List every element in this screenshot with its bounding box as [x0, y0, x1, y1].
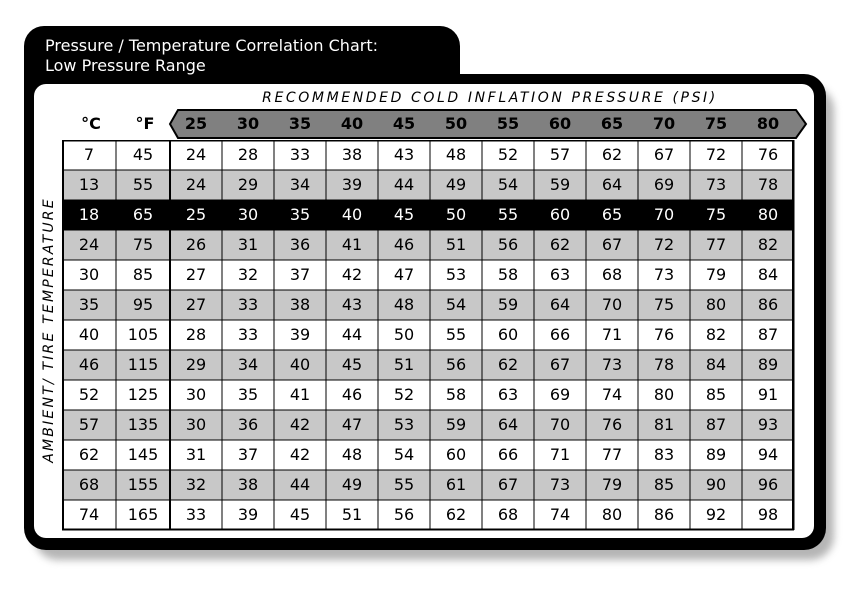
pressure-column-header: 80 [756, 114, 780, 133]
pressure-value-cell: 56 [393, 505, 415, 524]
pressure-column-header: 70 [652, 114, 676, 133]
pressure-value-cell: 80 [757, 205, 779, 224]
pressure-value-cell: 55 [393, 475, 415, 494]
pressure-value-cell: 84 [705, 355, 727, 374]
pressure-value-cell: 67 [653, 145, 675, 164]
pressure-value-cell: 51 [445, 235, 467, 254]
pressure-value-cell: 41 [341, 235, 363, 254]
pressure-value-cell: 54 [497, 175, 519, 194]
pressure-axis-label: RECOMMENDED COLD INFLATION PRESSURE (PSI) [262, 90, 718, 106]
pressure-value-cell: 86 [757, 295, 779, 314]
pressure-value-cell: 89 [757, 355, 779, 374]
celsius-unit-header: °C [81, 114, 101, 133]
celsius-cell: 40 [78, 325, 100, 344]
pressure-value-cell: 62 [497, 355, 519, 374]
pressure-value-cell: 46 [341, 385, 363, 404]
pressure-value-cell: 56 [445, 355, 467, 374]
pressure-value-cell: 60 [445, 445, 467, 464]
pressure-value-cell: 33 [289, 145, 311, 164]
fahrenheit-cell: 115 [127, 355, 159, 374]
pressure-value-cell: 41 [289, 385, 311, 404]
pressure-value-cell: 98 [757, 505, 779, 524]
pressure-value-cell: 49 [445, 175, 467, 194]
pressure-value-cell: 27 [185, 265, 207, 284]
pressure-value-cell: 94 [757, 445, 779, 464]
pressure-value-cell: 80 [705, 295, 727, 314]
pressure-value-cell: 85 [705, 385, 727, 404]
pressure-value-cell: 58 [445, 385, 467, 404]
pressure-value-cell: 87 [705, 415, 727, 434]
pressure-value-cell: 52 [393, 385, 415, 404]
pressure-value-cell: 43 [341, 295, 363, 314]
pressure-value-cell: 28 [185, 325, 207, 344]
celsius-cell: 68 [78, 475, 100, 494]
pressure-value-cell: 31 [237, 235, 259, 254]
pressure-value-cell: 82 [757, 235, 779, 254]
pressure-value-cell: 77 [705, 235, 727, 254]
pressure-value-cell: 79 [705, 265, 727, 284]
fahrenheit-cell: 55 [132, 175, 154, 194]
pressure-column-header: 25 [184, 114, 208, 133]
fahrenheit-cell: 145 [127, 445, 159, 464]
pressure-value-cell: 51 [341, 505, 363, 524]
pressure-value-cell: 39 [341, 175, 363, 194]
pressure-value-cell: 61 [445, 475, 467, 494]
pressure-value-cell: 48 [393, 295, 415, 314]
pressure-value-cell: 96 [757, 475, 779, 494]
pressure-value-cell: 38 [341, 145, 363, 164]
pressure-value-cell: 55 [497, 205, 519, 224]
pressure-value-cell: 58 [497, 265, 519, 284]
pressure-value-cell: 80 [653, 385, 675, 404]
pressure-value-cell: 40 [289, 355, 311, 374]
pressure-column-header: 55 [496, 114, 520, 133]
pressure-value-cell: 33 [237, 295, 259, 314]
pressure-value-cell: 60 [497, 325, 519, 344]
pressure-value-cell: 73 [601, 355, 623, 374]
pressure-value-cell: 82 [705, 325, 727, 344]
pressure-value-cell: 40 [341, 205, 363, 224]
pressure-value-cell: 68 [497, 505, 519, 524]
pressure-value-cell: 59 [445, 415, 467, 434]
pressure-value-cell: 49 [341, 475, 363, 494]
celsius-cell: 13 [78, 175, 100, 194]
pressure-value-cell: 63 [497, 385, 519, 404]
temperature-axis-label: AMBIENT/ TIRE TEMPERATURE [41, 197, 57, 463]
pressure-value-cell: 64 [549, 295, 571, 314]
pressure-value-cell: 36 [237, 415, 259, 434]
pressure-value-cell: 35 [289, 205, 311, 224]
pressure-value-cell: 93 [757, 415, 779, 434]
celsius-cell: 35 [78, 295, 100, 314]
pressure-value-cell: 83 [653, 445, 675, 464]
pressure-value-cell: 28 [237, 145, 259, 164]
pressure-value-cell: 74 [549, 505, 571, 524]
pressure-value-cell: 73 [705, 175, 727, 194]
pressure-value-cell: 48 [341, 445, 363, 464]
pressure-value-cell: 33 [237, 325, 259, 344]
pressure-value-cell: 32 [237, 265, 259, 284]
pressure-value-cell: 47 [341, 415, 363, 434]
pressure-value-cell: 67 [497, 475, 519, 494]
pressure-value-cell: 36 [289, 235, 311, 254]
pressure-value-cell: 59 [549, 175, 571, 194]
pressure-value-cell: 70 [549, 415, 571, 434]
pressure-value-cell: 30 [185, 415, 207, 434]
pressure-value-cell: 81 [653, 415, 675, 434]
pressure-column-header: 50 [444, 114, 468, 133]
pressure-value-cell: 90 [705, 475, 727, 494]
pressure-value-cell: 89 [705, 445, 727, 464]
pressure-value-cell: 67 [601, 235, 623, 254]
pressure-value-cell: 53 [393, 415, 415, 434]
pressure-value-cell: 69 [653, 175, 675, 194]
pressure-value-cell: 56 [497, 235, 519, 254]
pressure-value-cell: 66 [497, 445, 519, 464]
pressure-value-cell: 27 [185, 295, 207, 314]
pressure-value-cell: 76 [653, 325, 675, 344]
pressure-value-cell: 84 [757, 265, 779, 284]
pressure-value-cell: 29 [237, 175, 259, 194]
pressure-value-cell: 53 [445, 265, 467, 284]
pressure-value-cell: 72 [653, 235, 675, 254]
pressure-value-cell: 45 [393, 205, 415, 224]
pressure-value-cell: 34 [237, 355, 259, 374]
pressure-value-cell: 47 [393, 265, 415, 284]
celsius-cell: 52 [78, 385, 100, 404]
pressure-value-cell: 62 [601, 145, 623, 164]
pressure-value-cell: 35 [237, 385, 259, 404]
pressure-value-cell: 25 [185, 205, 207, 224]
pressure-value-cell: 85 [653, 475, 675, 494]
fahrenheit-unit-header: °F [135, 114, 155, 133]
pressure-value-cell: 70 [601, 295, 623, 314]
pressure-value-cell: 68 [601, 265, 623, 284]
pressure-value-cell: 64 [497, 415, 519, 434]
pressure-value-cell: 39 [237, 505, 259, 524]
pressure-value-cell: 62 [549, 235, 571, 254]
fahrenheit-cell: 65 [132, 205, 154, 224]
pressure-value-cell: 87 [757, 325, 779, 344]
fahrenheit-cell: 45 [132, 145, 154, 164]
pressure-value-cell: 45 [289, 505, 311, 524]
chart-title-line-2: Low Pressure Range [45, 56, 206, 75]
pressure-value-cell: 62 [445, 505, 467, 524]
pressure-value-cell: 42 [289, 415, 311, 434]
pressure-value-cell: 64 [601, 175, 623, 194]
fahrenheit-cell: 75 [132, 235, 154, 254]
pressure-column-header: 35 [288, 114, 312, 133]
pressure-value-cell: 31 [185, 445, 207, 464]
pressure-value-cell: 34 [289, 175, 311, 194]
pressure-value-cell: 71 [601, 325, 623, 344]
pressure-value-cell: 71 [549, 445, 571, 464]
celsius-cell: 74 [78, 505, 100, 524]
pressure-value-cell: 55 [445, 325, 467, 344]
fahrenheit-cell: 165 [127, 505, 159, 524]
pressure-value-cell: 30 [237, 205, 259, 224]
pressure-value-cell: 65 [601, 205, 623, 224]
pressure-column-header: 30 [236, 114, 260, 133]
pressure-value-cell: 37 [237, 445, 259, 464]
pressure-column-header: 60 [548, 114, 572, 133]
pressure-value-cell: 60 [549, 205, 571, 224]
pressure-value-cell: 26 [185, 235, 207, 254]
fahrenheit-cell: 155 [127, 475, 159, 494]
pressure-value-cell: 38 [237, 475, 259, 494]
pressure-value-cell: 37 [289, 265, 311, 284]
pressure-value-cell: 57 [549, 145, 571, 164]
pressure-value-cell: 50 [445, 205, 467, 224]
pressure-value-cell: 44 [289, 475, 311, 494]
pressure-value-cell: 63 [549, 265, 571, 284]
pressure-value-cell: 44 [341, 325, 363, 344]
pressure-value-cell: 75 [653, 295, 675, 314]
chart-title-line-1: Pressure / Temperature Correlation Chart: [45, 36, 378, 55]
pressure-value-cell: 69 [549, 385, 571, 404]
pressure-value-cell: 91 [757, 385, 779, 404]
celsius-cell: 7 [83, 145, 95, 164]
pressure-value-cell: 44 [393, 175, 415, 194]
pressure-value-cell: 33 [185, 505, 207, 524]
fahrenheit-cell: 85 [132, 265, 154, 284]
pressure-value-cell: 59 [497, 295, 519, 314]
pressure-column-header: 45 [392, 114, 416, 133]
pressure-value-cell: 45 [341, 355, 363, 374]
pressure-value-cell: 39 [289, 325, 311, 344]
fahrenheit-cell: 125 [127, 385, 159, 404]
pressure-value-cell: 43 [393, 145, 415, 164]
pressure-value-cell: 29 [185, 355, 207, 374]
pressure-column-header: 40 [340, 114, 364, 133]
celsius-cell: 46 [78, 355, 100, 374]
pressure-value-cell: 73 [549, 475, 571, 494]
pressure-value-cell: 70 [653, 205, 675, 224]
pressure-value-cell: 76 [757, 145, 779, 164]
pressure-value-cell: 86 [653, 505, 675, 524]
celsius-cell: 57 [78, 415, 100, 434]
pressure-value-cell: 30 [185, 385, 207, 404]
pressure-value-cell: 77 [601, 445, 623, 464]
pressure-value-cell: 42 [341, 265, 363, 284]
pressure-value-cell: 24 [185, 175, 207, 194]
pressure-value-cell: 76 [601, 415, 623, 434]
fahrenheit-cell: 135 [127, 415, 159, 434]
pressure-value-cell: 67 [549, 355, 571, 374]
pressure-value-cell: 66 [549, 325, 571, 344]
pressure-column-header: 75 [704, 114, 728, 133]
pressure-value-cell: 48 [445, 145, 467, 164]
pressure-value-cell: 74 [601, 385, 623, 404]
pressure-value-cell: 52 [497, 145, 519, 164]
celsius-cell: 24 [78, 235, 100, 254]
pressure-value-cell: 50 [393, 325, 415, 344]
fahrenheit-cell: 95 [132, 295, 154, 314]
pressure-value-cell: 75 [705, 205, 727, 224]
pressure-value-cell: 80 [601, 505, 623, 524]
pressure-value-cell: 54 [445, 295, 467, 314]
pressure-column-header: 65 [600, 114, 624, 133]
pressure-value-cell: 32 [185, 475, 207, 494]
celsius-cell: 30 [78, 265, 100, 284]
pressure-value-cell: 24 [185, 145, 207, 164]
pressure-value-cell: 51 [393, 355, 415, 374]
pressure-value-cell: 46 [393, 235, 415, 254]
pressure-value-cell: 73 [653, 265, 675, 284]
pressure-value-cell: 72 [705, 145, 727, 164]
pressure-value-cell: 54 [393, 445, 415, 464]
pressure-value-cell: 38 [289, 295, 311, 314]
fahrenheit-cell: 105 [127, 325, 159, 344]
pressure-value-cell: 42 [289, 445, 311, 464]
pressure-value-cell: 78 [653, 355, 675, 374]
celsius-cell: 62 [78, 445, 100, 464]
pressure-value-cell: 79 [601, 475, 623, 494]
pressure-value-cell: 92 [705, 505, 727, 524]
pressure-value-cell: 78 [757, 175, 779, 194]
celsius-cell: 18 [78, 205, 100, 224]
